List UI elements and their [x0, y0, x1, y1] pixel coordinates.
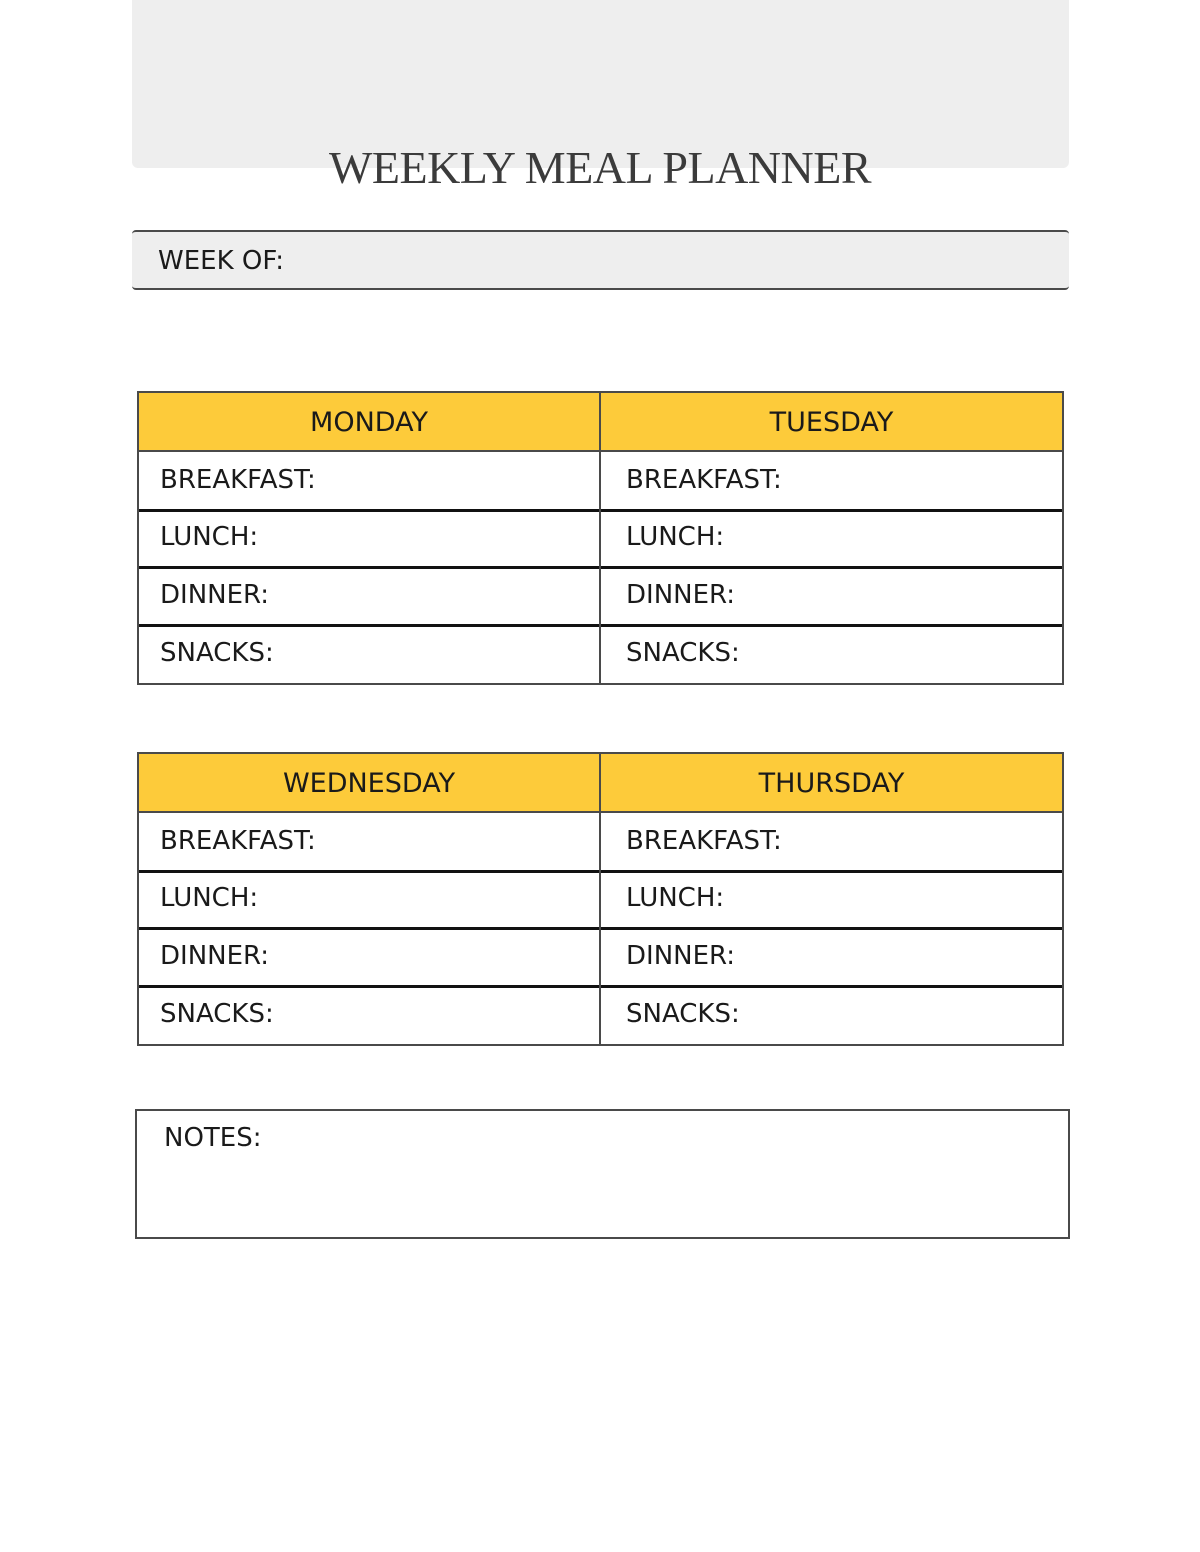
meal-row-snacks[interactable] — [601, 987, 1062, 1044]
day-header-wednesday: WEDNESDAY — [139, 754, 599, 813]
day-column-monday — [139, 393, 601, 683]
day-column-tuesday — [601, 393, 1062, 683]
day-header-thursday: THURSDAY — [601, 754, 1062, 813]
meal-row-breakfast[interactable] — [139, 453, 599, 510]
meal-row-lunch[interactable] — [601, 871, 1062, 928]
meal-label: DINNER: — [160, 580, 270, 610]
day-header-monday: MONDAY — [139, 393, 599, 452]
week-of-label: WEEK OF: — [158, 246, 285, 276]
meal-row-breakfast[interactable] — [601, 453, 1062, 510]
meal-row-lunch[interactable] — [601, 510, 1062, 567]
meal-label: BREAKFAST: — [160, 465, 316, 495]
meal-row-snacks[interactable] — [139, 626, 599, 683]
meal-label: LUNCH: — [160, 522, 259, 552]
notes-label: NOTES: — [164, 1123, 262, 1153]
meal-label: DINNER: — [626, 941, 736, 971]
meal-row-dinner[interactable] — [601, 929, 1062, 986]
page-title: WEEKLY MEAL PLANNER — [328, 142, 872, 193]
day-column-wednesday — [139, 754, 601, 1044]
meal-row-lunch[interactable] — [139, 510, 599, 567]
meal-label: BREAKFAST: — [626, 826, 782, 856]
day-header-tuesday: TUESDAY — [601, 393, 1062, 452]
day-column-thursday — [601, 754, 1062, 1044]
meal-label: SNACKS: — [160, 638, 274, 668]
meal-label: DINNER: — [626, 580, 736, 610]
meal-row-lunch[interactable] — [139, 871, 599, 928]
day-table-wed-thu — [137, 752, 1064, 1046]
meal-row-dinner[interactable] — [601, 568, 1062, 625]
meal-label: BREAKFAST: — [160, 826, 316, 856]
meal-label: DINNER: — [160, 941, 270, 971]
meal-label: BREAKFAST: — [626, 465, 782, 495]
meal-label: SNACKS: — [626, 999, 740, 1029]
meal-row-snacks[interactable] — [601, 626, 1062, 683]
meal-label: LUNCH: — [160, 883, 259, 913]
day-table-mon-tue — [137, 391, 1064, 685]
meal-label: LUNCH: — [626, 522, 725, 552]
notes-box[interactable] — [135, 1109, 1070, 1239]
week-of-field[interactable] — [132, 230, 1069, 290]
meal-row-dinner[interactable] — [139, 929, 599, 986]
meal-row-snacks[interactable] — [139, 987, 599, 1044]
meal-row-dinner[interactable] — [139, 568, 599, 625]
meal-label: LUNCH: — [626, 883, 725, 913]
meal-row-breakfast[interactable] — [139, 814, 599, 871]
meal-label: SNACKS: — [160, 999, 274, 1029]
meal-label: SNACKS: — [626, 638, 740, 668]
meal-row-breakfast[interactable] — [601, 814, 1062, 871]
